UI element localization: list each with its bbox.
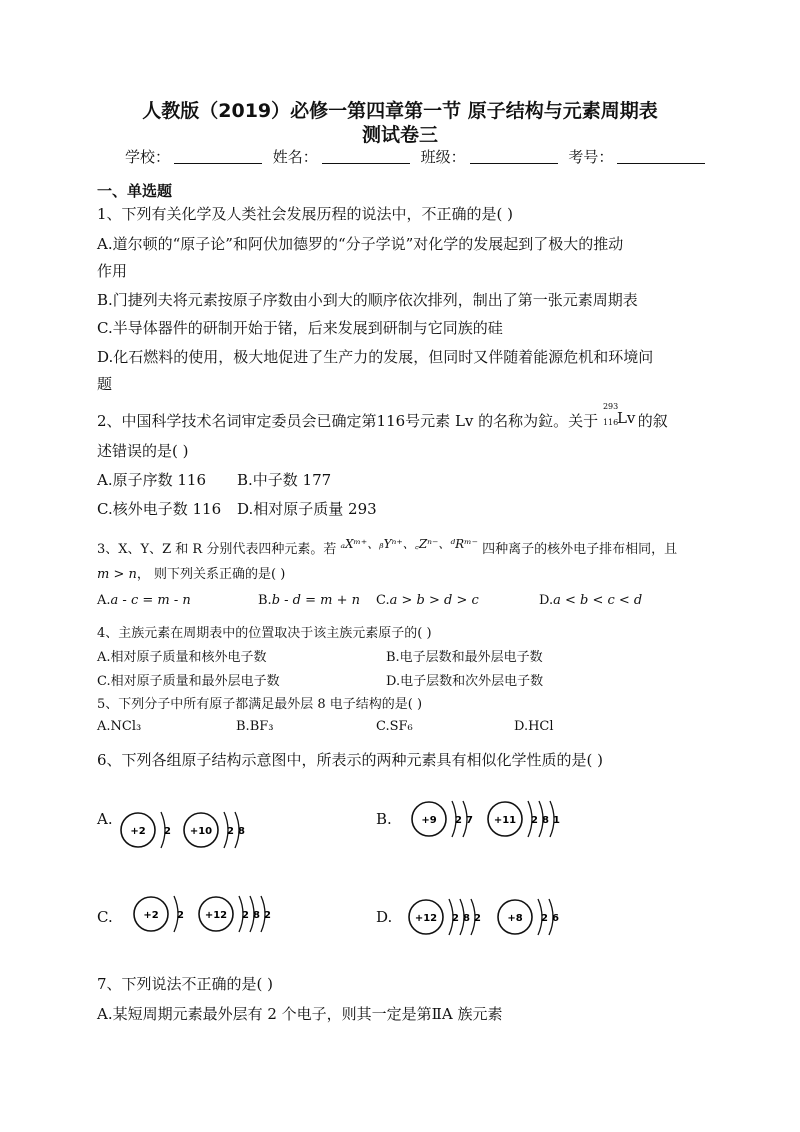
q3-ions: ₐXᵐ⁺、ᵦYⁿ⁺、꜀Zⁿ⁻、ᵈRᵐ⁻ bbox=[340, 537, 478, 551]
q1-option-a: A.道尔顿的“原子论”和阿伏加德罗的“分子学说”对化学的发展起到了极大的推动 bbox=[97, 235, 624, 253]
atom-diagram-d2 bbox=[495, 895, 568, 941]
q5-a-formula: NCl₃ bbox=[110, 719, 142, 734]
q3-stem bbox=[97, 538, 677, 557]
nuclide-mass: 293 bbox=[602, 402, 619, 411]
q5-c-label: C. bbox=[376, 719, 390, 734]
electron-count: 2 bbox=[452, 913, 459, 924]
atom-diagram-a1 bbox=[118, 808, 180, 854]
q2-stem bbox=[97, 402, 668, 431]
q5-option-d: D.HCl bbox=[514, 719, 554, 734]
section-title: 一、单选题 bbox=[97, 182, 173, 200]
q3-stem-text: 3、X、Y、Z 和 R 分别代表四种元素。若 bbox=[97, 542, 337, 557]
q6-stem: 6、下列各组原子结构示意图中，所表示的两种元素具有相似化学性质的是( ) bbox=[97, 751, 604, 769]
nucleus-charge: +9 bbox=[421, 815, 437, 826]
q6-option-a-label: A. bbox=[97, 810, 113, 828]
q5-option-a bbox=[97, 719, 141, 734]
q6-option-c-label: C. bbox=[97, 908, 113, 926]
name-label: 姓名： bbox=[272, 148, 318, 166]
q5-a-label: A. bbox=[97, 719, 111, 734]
q3-option-c bbox=[376, 593, 479, 608]
page-subtitle: 测试卷三 bbox=[361, 124, 438, 146]
q1-option-c: C.半导体器件的研制开始于锗，后来发展到研制与它同族的硅 bbox=[97, 319, 503, 337]
q2-option-a: A.原子序数 116 bbox=[97, 471, 206, 489]
atom-diagram-b1 bbox=[409, 797, 482, 843]
q5-option-c bbox=[376, 719, 413, 734]
q1-stem: 1、下列有关化学及人类社会发展历程的说法中，不正确的是( ) bbox=[97, 205, 514, 223]
atom-diagram-b2 bbox=[485, 797, 569, 843]
q2-option-b: B.中子数 177 bbox=[237, 471, 332, 489]
q3-stem-text-2: 四种离子的核外电子排布相同，且 bbox=[482, 542, 678, 557]
q2-stem-text: 2、中国科学技术名词审定委员会已确定第116号元素 Lv 的名称为鉝。关于 bbox=[97, 412, 599, 430]
electron-count: 2 bbox=[531, 815, 538, 826]
electron-count: 6 bbox=[552, 913, 559, 924]
q2-stem-cont: 述错误的是( ) bbox=[97, 442, 189, 460]
q5-c-formula: SF₆ bbox=[389, 719, 413, 734]
electron-count: 1 bbox=[553, 815, 560, 826]
nuclide-symbol: Lv bbox=[616, 409, 636, 427]
class-blank bbox=[470, 149, 558, 164]
class-label: 班级： bbox=[420, 148, 466, 166]
q3-a-label: A. bbox=[97, 593, 111, 608]
q2-stem-text-2: 的叙 bbox=[637, 412, 668, 430]
q6-option-d-label: D. bbox=[376, 908, 393, 926]
electron-count: 2 bbox=[474, 913, 481, 924]
exam-no-label: 考号： bbox=[568, 148, 614, 166]
q4-option-c: C.相对原子质量和最外层电子数 bbox=[97, 674, 280, 689]
q3-d-expr: a < b < c < d bbox=[553, 593, 643, 608]
q5-b-formula: BF₃ bbox=[249, 719, 274, 734]
nucleus-charge: +11 bbox=[493, 815, 517, 826]
nucleus-charge: +2 bbox=[143, 910, 159, 921]
q2-option-c: C.核外电子数 116 bbox=[97, 500, 222, 518]
atom-diagram-c2 bbox=[196, 892, 280, 938]
electron-count: 8 bbox=[463, 913, 470, 924]
electron-count: 8 bbox=[253, 910, 260, 921]
q3-d-label: D. bbox=[539, 593, 554, 608]
electron-count: 2 bbox=[177, 910, 184, 921]
q3-b-label: B. bbox=[258, 593, 272, 608]
q6-option-b-label: B. bbox=[376, 810, 392, 828]
q4-option-d: D.电子层数和次外层电子数 bbox=[386, 674, 544, 689]
electron-count: 2 bbox=[455, 815, 462, 826]
exam-no-blank bbox=[617, 149, 705, 164]
q3-option-b bbox=[258, 593, 360, 608]
q3-stem-text-3: ， 则下列关系正确的是( ) bbox=[136, 567, 286, 582]
electron-count: 8 bbox=[238, 826, 245, 837]
q3-a-expr: a - c = m - n bbox=[110, 593, 191, 608]
q7-option-a: A.某短周期元素最外层有 2 个电子，则其一定是第ⅡA 族元素 bbox=[97, 1005, 503, 1023]
q3-option-a bbox=[97, 593, 191, 608]
q1-option-d: D.化石燃料的使用，极大地促进了生产力的发展，但同时又伴随着能源危机和环境问 bbox=[97, 348, 654, 366]
q3-c-expr: a > b > d > c bbox=[389, 593, 479, 608]
q2-nuclide bbox=[602, 402, 636, 428]
electron-count: 8 bbox=[542, 815, 549, 826]
q3-c-label: C. bbox=[376, 593, 390, 608]
nucleus-charge: +8 bbox=[507, 913, 523, 924]
electron-count: 2 bbox=[164, 826, 171, 837]
electron-count: 7 bbox=[466, 815, 473, 826]
electron-count: 2 bbox=[541, 913, 548, 924]
q2-option-d: D.相对原子质量 293 bbox=[237, 500, 377, 518]
electron-count: 2 bbox=[264, 910, 271, 921]
nucleus-charge: +12 bbox=[414, 913, 438, 924]
name-blank bbox=[322, 149, 410, 164]
q4-option-a: A.相对原子质量和核外电子数 bbox=[97, 650, 267, 665]
q3-condition: m > n bbox=[97, 567, 137, 582]
nucleus-charge: +12 bbox=[204, 910, 228, 921]
q1-option-d-cont: 题 bbox=[97, 375, 113, 393]
student-info-row bbox=[125, 146, 711, 167]
q5-stem: 5、下列分子中所有原子都满足最外层 8 电子结构的是( ) bbox=[97, 697, 423, 712]
atom-diagram-a2 bbox=[181, 808, 254, 854]
q7-stem: 7、下列说法不正确的是( ) bbox=[97, 975, 274, 993]
electron-count: 2 bbox=[227, 826, 234, 837]
q3-b-expr: b - d = m + n bbox=[271, 593, 361, 608]
q5-b-label: B. bbox=[236, 719, 250, 734]
electron-count: 2 bbox=[242, 910, 249, 921]
atom-diagram-d1 bbox=[406, 895, 490, 941]
q1-option-a-cont: 作用 bbox=[97, 262, 128, 280]
q5-option-b bbox=[236, 719, 273, 734]
q4-stem: 4、主族元素在周期表中的位置取决于该主族元素原子的( ) bbox=[97, 626, 432, 641]
page-title: 人教版（2019）必修一第四章第一节 原子结构与元素周期表 bbox=[142, 100, 658, 122]
school-blank bbox=[174, 149, 262, 164]
nucleus-charge: +2 bbox=[130, 826, 146, 837]
q3-stem-cont bbox=[97, 563, 285, 582]
school-label: 学校： bbox=[125, 148, 171, 166]
q4-option-b: B.电子层数和最外层电子数 bbox=[386, 650, 543, 665]
nuclide-number: 116 bbox=[602, 418, 619, 427]
q1-option-b: B.门捷列夫将元素按原子序数由小到大的顺序依次排列，制出了第一张元素周期表 bbox=[97, 291, 638, 309]
q3-option-d bbox=[539, 593, 642, 608]
atom-diagram-c1 bbox=[131, 892, 193, 938]
nucleus-charge: +10 bbox=[189, 826, 213, 837]
